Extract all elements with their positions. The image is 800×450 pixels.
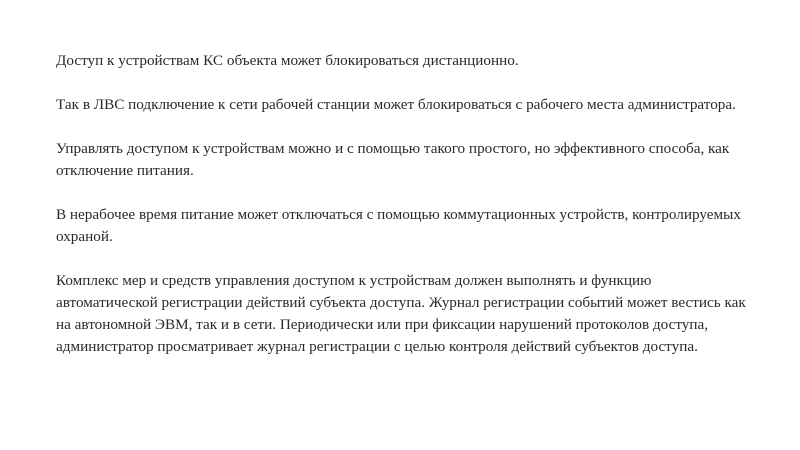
paragraph-remote-blocking: Доступ к устройствам КС объекта может блокироваться дистанционно. xyxy=(56,52,519,69)
paragraph-off-hours-power: В нерабочее время питание может отключаться с помощью коммутационных устройств, контролируемых охраной. xyxy=(56,206,741,245)
paragraph-access-logging: Комплекс мер и средств управления доступом к устройствам должен выполнять и функцию автоматической регистрации действий субъекта доступа. Журнал регистрации событий может вестись как на автономной ЭВМ, так и в сети. Периодически или при фиксации нарушений протоколов доступа, администратор просматривает журнал регистрации с целью контроля действий субъектов доступа. xyxy=(56,272,746,355)
paragraph-lan-blocking: Так в ЛВС подключение к сети рабочей станции может блокироваться с рабочего места администратора. xyxy=(56,96,736,113)
paragraph-power-control: Управлять доступом к устройствам можно и с помощью такого простого, но эффективного способа, как отключение питания. xyxy=(56,140,730,179)
slide-text-body xyxy=(56,50,756,358)
